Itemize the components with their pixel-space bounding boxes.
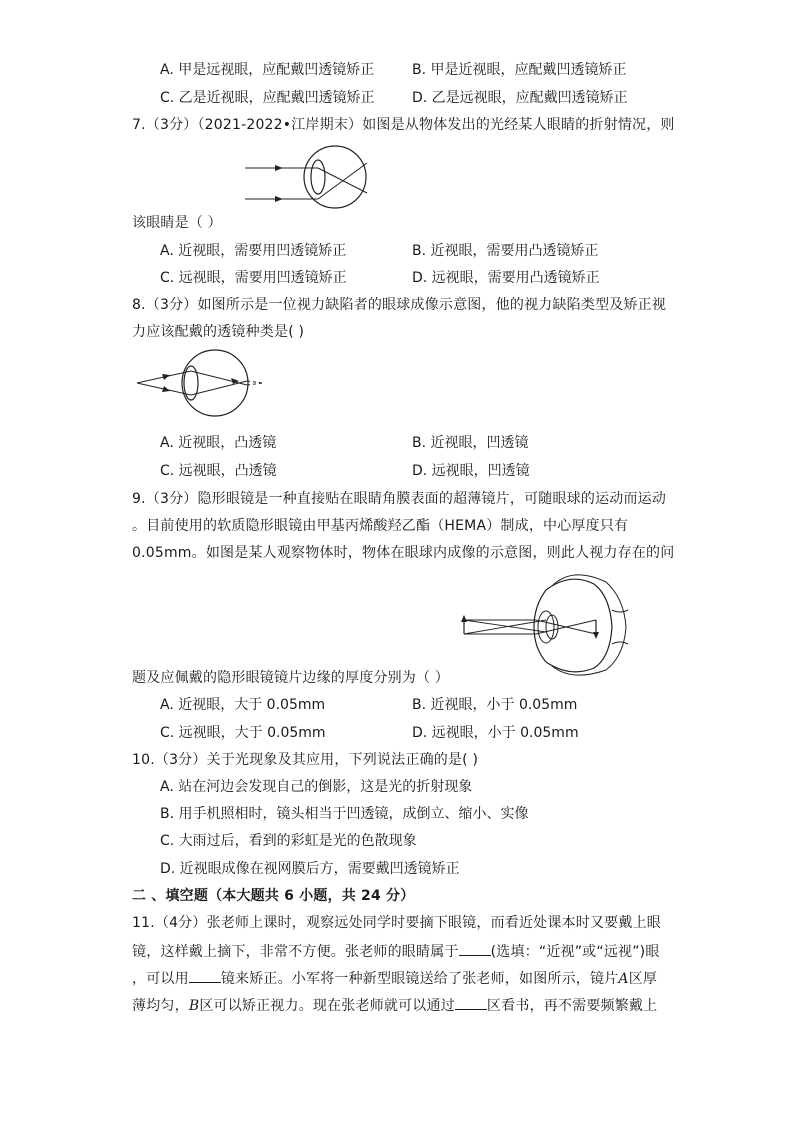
q6-option-c[interactable]: C. 乙是近视眼，应配戴凹透镜矫正 xyxy=(160,90,375,106)
q7-option-a[interactable]: A. 近视眼，需要用凹透镜矫正 xyxy=(160,243,347,259)
q9-option-d[interactable]: D. 远视眼，小于 0.05mm xyxy=(412,725,579,741)
q10-option-b[interactable]: B. 用手机照相时，镜头相当于凹透镜，成倒立、缩小、实像 xyxy=(160,806,529,822)
q9-stem-line3: 0.05mm。如图是某人观察物体时，物体在眼球内成像的示意图，则此人视力存在的问 xyxy=(132,545,675,561)
q8-option-c[interactable]: C. 远视眼，凸透镜 xyxy=(160,463,277,479)
q9-option-c[interactable]: C. 远视眼，大于 0.05mm xyxy=(160,725,326,741)
q11-blank-3[interactable] xyxy=(455,995,487,1010)
q11-line4 xyxy=(132,995,657,1016)
q11-region-b-label: B xyxy=(188,998,200,1014)
q6-option-a[interactable]: A. 甲是远视眼，应配戴凹透镜矫正 xyxy=(160,62,375,78)
q7-option-b[interactable]: B. 近视眼，需要用凸透镜矫正 xyxy=(412,243,599,259)
q7-option-d[interactable]: D. 远视眼，需要用凸透镜矫正 xyxy=(412,270,600,286)
q11-line3 xyxy=(132,968,657,989)
q10-stem: 10.（3分）关于光现象及其应用，下列说法正确的是( ) xyxy=(132,752,479,768)
q10-option-d[interactable]: D. 近视眼成像在视网膜后方，需要戴凹透镜矫正 xyxy=(160,861,460,877)
q9-stem-line4: 题及应佩戴的隐形眼镜镜片边缘的厚度分别为（ ） xyxy=(132,670,450,686)
q11-line2-hint: (选填：“近视”或“远视”)眼 xyxy=(490,944,660,960)
q8-eye-diagram xyxy=(137,345,277,425)
q11-line2 xyxy=(132,941,660,962)
q7-option-c[interactable]: C. 远视眼，需要用凹透镜矫正 xyxy=(160,270,347,286)
q11-line4-a: 薄均匀， xyxy=(132,998,189,1014)
q11-line1: 11.（4分）张老师上课时，观察远处同学时要摘下眼镜，而看近处课本时又要戴上眼 xyxy=(132,915,661,931)
q11-line4-c: 区可以矫正视力。现在张老师就可以通过 xyxy=(199,998,455,1014)
q11-line3-d: 区厚 xyxy=(628,971,658,987)
q6-option-b[interactable]: B. 甲是近视眼，应配戴凹透镜矫正 xyxy=(412,62,627,78)
section-title-fill-in: 二 、填空题（本大题共 6 小题，共 24 分） xyxy=(132,888,415,904)
q9-option-b[interactable]: B. 近视眼，小于 0.05mm xyxy=(412,697,578,713)
q9-stem-line2: 。目前使用的软质隐形眼镜由甲基丙烯酸羟乙酯（HEMA）制成，中心厚度只有 xyxy=(132,518,629,534)
q7-stem-line2: 该眼睛是（ ） xyxy=(132,215,222,231)
q8-stem-line1: 8.（3分）如图所示是一位视力缺陷者的眼球成像示意图，他的视力缺陷类型及矫正视 xyxy=(132,297,667,313)
q11-line2-text: 镜，这样戴上摘下，非常不方便。张老师的眼睛属于 xyxy=(132,944,459,960)
q8-option-a[interactable]: A. 近视眼，凸透镜 xyxy=(160,435,277,451)
q11-blank-1[interactable] xyxy=(459,941,491,956)
q11-line4-d: 区看书，再不需要频繁戴上 xyxy=(486,998,658,1014)
q8-stem-line2: 力应该配戴的透镜种类是( ) xyxy=(132,324,305,340)
q9-stem-line1: 9.（3分）隐形眼镜是一种直接贴在眼睛角膜表面的超薄镜片，可随眼球的运动而运动 xyxy=(132,491,667,507)
q11-region-a-label: A xyxy=(618,971,629,987)
q10-option-c[interactable]: C. 大雨过后，看到的彩虹是光的色散现象 xyxy=(160,833,417,849)
q11-line3-b: 镜来矫正。小军将一种新型眼镜送给了张老师，如图所示，镜片 xyxy=(220,971,619,987)
q7-eye-diagram xyxy=(245,143,385,213)
q6-option-d[interactable]: D. 乙是远视眼，应配戴凹透镜矫正 xyxy=(412,90,628,106)
q8-option-b[interactable]: B. 近视眼，凹透镜 xyxy=(412,435,529,451)
q9-option-a[interactable]: A. 近视眼，大于 0.05mm xyxy=(160,697,326,713)
q11-blank-2[interactable] xyxy=(189,968,221,983)
q8-option-d[interactable]: D. 远视眼，凹透镜 xyxy=(412,463,530,479)
q10-option-a[interactable]: A. 站在河边会发现自己的倒影，这是光的折射现象 xyxy=(160,779,473,795)
q11-line3-a: ，可以用 xyxy=(132,971,189,987)
q9-eye-diagram xyxy=(460,570,630,675)
q7-stem-line1: 7.（3分）（2021-2022•江岸期末）如图是从物体发出的光经某人眼睛的折射情况，则 xyxy=(132,117,675,133)
